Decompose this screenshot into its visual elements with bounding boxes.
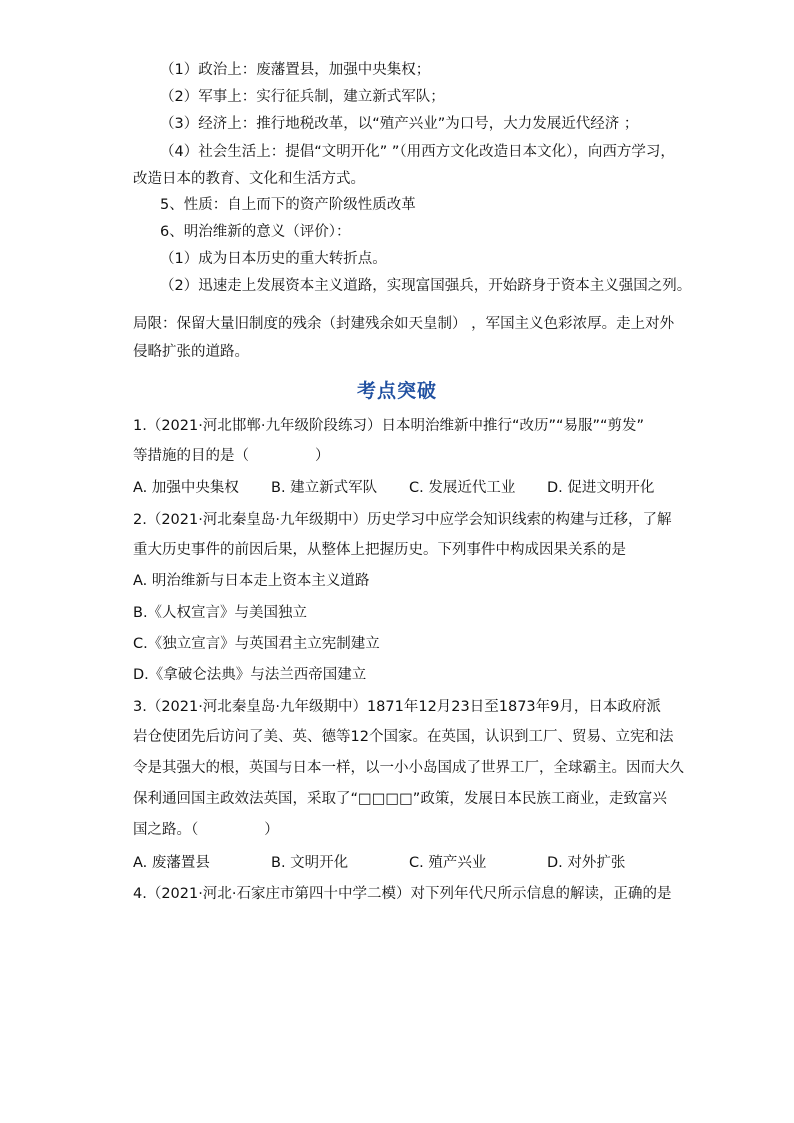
q3-option-c[interactable]: C. 殖产兴业 [409, 855, 487, 871]
q1-option-d[interactable]: D. 促进文明开化 [547, 480, 655, 496]
q1-option-a[interactable]: A. 加强中央集权 [133, 480, 239, 496]
q2-stem-cont: 重大历史事件的前因后果，从整体上把握历史。下列事件中构成因果关系的是 [133, 542, 626, 558]
q3-stem-5 [133, 820, 279, 840]
q3-stem-2: 岩仓使团先后访问了美、英、德等12个国家。在英国，认识到工厂、贸易、立宪和法 [133, 729, 674, 745]
q3-paren-close: ） [264, 822, 279, 838]
q3-stem: 3.（2021·河北秦皇岛·九年级期中）1871年12月23日至1873年9月，日本政府派 [133, 699, 661, 715]
reform-politics: （1）政治上：废藩置县，加强中央集权； [160, 62, 431, 78]
q2-stem: 2.（2021·河北秦皇岛·九年级期中）历史学习中应学会知识线索的构建与迁移，了解 [133, 512, 672, 528]
q3-option-b[interactable]: B. 文明开化 [271, 855, 349, 871]
q2-option-b[interactable]: B.《人权宣言》与美国独立 [133, 605, 308, 621]
q3-prompt: 国之路。（ [133, 822, 199, 838]
significance-heading: 6、明治维新的意义（评价）： [160, 224, 351, 240]
q1-stem: 1.（2021·河北邯郸·九年级阶段练习）日本明治维新中推行“改历”“易服”“剪发” [133, 418, 645, 434]
q2-option-c[interactable]: C.《独立宣言》与英国君主立宪制建立 [133, 636, 380, 652]
q1-option-b[interactable]: B. 建立新式军队 [271, 480, 378, 496]
q3-stem-3: 令是其强大的根，英国与日本一样，以一小小岛国成了世界工厂，全球霸主。因而大久 [133, 760, 684, 776]
limitation-cont: 侵略扩张的道路。 [133, 344, 249, 360]
q3-stem-4: 保利通回国主政效法英国，采取了“□□□□”政策，发展日本民族工商业，走致富兴 [133, 791, 667, 807]
reform-society: （4）社会生活上：提倡“文明开化” ”（用西方文化改造日本文化），向西方学习， [160, 144, 675, 160]
q2-option-d[interactable]: D.《拿破仑法典》与法兰西帝国建立 [133, 667, 367, 683]
q1-paren-close: ） [315, 448, 330, 464]
significance-1: （1）成为日本历史的重大转折点。 [160, 251, 387, 267]
q1-stem-cont [133, 446, 330, 466]
section-title: 考点突破 [356, 380, 437, 402]
q1-options [133, 478, 663, 498]
q1-option-c[interactable]: C. 发展近代工业 [409, 480, 516, 496]
reform-military: （2）军事上：实行征兵制，建立新式军队； [160, 89, 445, 105]
limitation: 局限：保留大量旧制度的残余（封建残余如天皇制） ，军国主义色彩浓厚。走上对外 [133, 316, 675, 332]
significance-2: （2）迅速走上发展资本主义道路，实现富国强兵，开始跻身于资本主义强国之列。 [160, 278, 692, 294]
reform-economy: （3）经济上：推行地税改革，以“殖产兴业”为口号，大力发展近代经济 ； [160, 116, 639, 132]
reform-nature: 5、性质：自上而下的资产阶级性质改革 [160, 197, 416, 213]
q3-option-a[interactable]: A. 废藩置县 [133, 855, 210, 871]
q2-option-a[interactable]: A. 明治维新与日本走上资本主义道路 [133, 573, 370, 589]
q4-stem: 4.（2021·河北·石家庄市第四十中学二模）对下列年代尺所示信息的解读，正确的是 [133, 886, 672, 902]
q1-prompt: 等措施的目的是（ [133, 448, 249, 464]
reform-society-cont: 改造日本的教育、文化和生活方式。 [133, 171, 365, 187]
q3-option-d[interactable]: D. 对外扩张 [547, 855, 626, 871]
q3-options [133, 853, 663, 873]
